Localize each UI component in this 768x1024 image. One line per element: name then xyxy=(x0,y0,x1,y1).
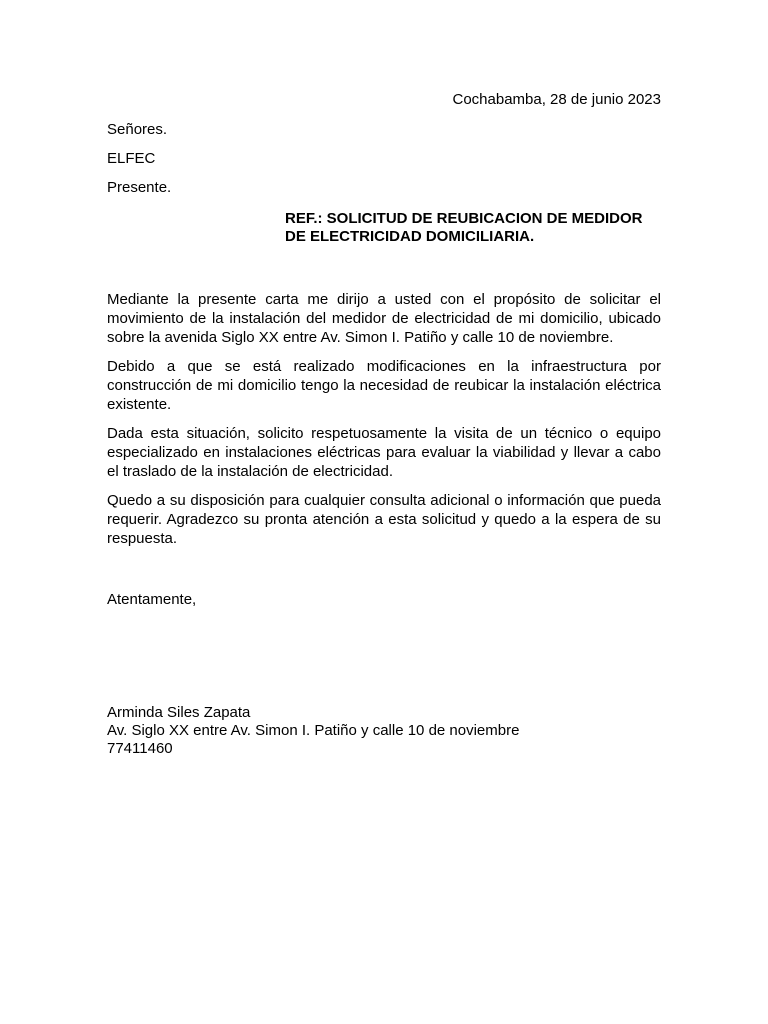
signature-address: Av. Siglo XX entre Av. Simon I. Patiño y calle 10 de noviembre xyxy=(107,722,520,739)
reference-block xyxy=(285,210,685,246)
signature-name: Arminda Siles Zapata xyxy=(107,704,251,721)
reference-line-1: REF.: SOLICITUD DE REUBICACION DE MEDIDOR xyxy=(285,210,643,227)
addressee-company: ELFEC xyxy=(107,150,156,167)
addressee-present: Presente. xyxy=(107,179,172,196)
addressee-block xyxy=(107,121,171,208)
body-paragraph-2: Debido a que se está realizado modificaciones en la infraestructura por construcción de mi domicilio tengo la necesidad de reubicar la instalación eléctrica existente. xyxy=(107,358,661,413)
body-paragraph-3: Dada esta situación, solicito respetuosamente la visita de un técnico o equipo especializado en instalaciones eléctricas para evaluar la viabilidad y llevar a cabo el traslado de la instalación de electricidad. xyxy=(107,425,661,480)
reference-line-2: DE ELECTRICIDAD DOMICILIARIA. xyxy=(285,228,535,245)
body-paragraph-1: Mediante la presente carta me dirijo a usted con el propósito de solicitar el movimiento de la instalación del medidor de electricidad de mi domicilio, ubicado sobre la avenida Siglo XX entre Av. Simon I. Patiño y calle 10 de noviembre. xyxy=(107,291,661,346)
signature-block xyxy=(107,704,519,758)
signature-phone: 77411460 xyxy=(107,740,173,757)
body-paragraph-4: Quedo a su disposición para cualquier consulta adicional o información que pueda requerir. Agradezco su pronta atención a esta solicitud y quedo a la espera de su respuesta. xyxy=(107,492,661,547)
letter-body xyxy=(107,290,661,558)
letter-date: Cochabamba, 28 de junio 2023 xyxy=(452,91,661,108)
addressee-salutation: Señores. xyxy=(107,121,168,138)
letter-closing: Atentamente, xyxy=(107,591,197,608)
